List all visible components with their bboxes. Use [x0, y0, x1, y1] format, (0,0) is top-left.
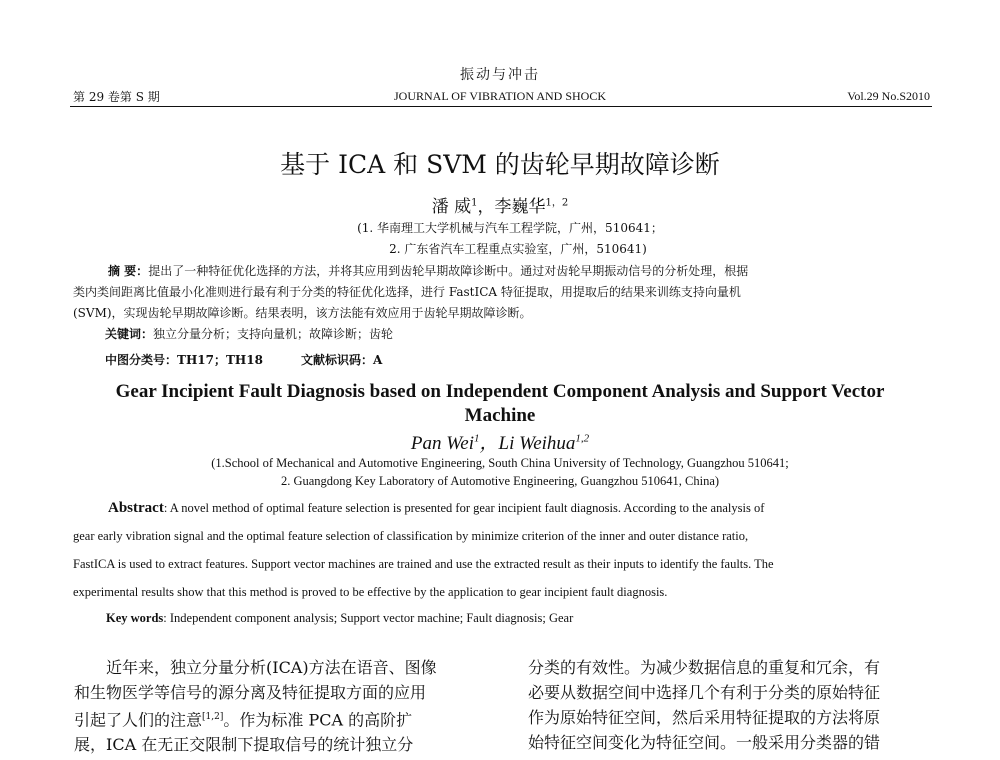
body-text-line: 和生物医学等信号的源分离及特征提取方面的应用	[74, 683, 427, 702]
affiliation-cn-2: 2. 广东省汽车工程重点实验室，广州，510641)	[389, 242, 647, 256]
paper-title-en-line: Gear Incipient Fault Diagnosis based on Independent Component Analysis and Support Vector	[115, 381, 885, 402]
author-separator: ，	[477, 197, 495, 217]
abstract-en-text: gear early vibration signal and the optimal feature selection of classification by minimize criterion of the inner and outer distance ratio,	[73, 529, 749, 543]
keywords-cn	[105, 325, 393, 342]
volume-issue-en: Vol.29 No.S2010	[847, 89, 930, 103]
abstract-cn-text: (SVM)，实现齿轮早期故障诊断。结果表明，该方法能有效应用于齿轮早期故障诊断。	[73, 306, 532, 320]
journal-name-en: JOURNAL OF VIBRATION AND SHOCK	[393, 89, 607, 103]
document-code-label: 文献标识码：	[300, 353, 373, 367]
body-text-line: 必要从数据空间中选择几个有利于分类的原始特征	[528, 683, 881, 702]
body-text-line	[74, 705, 474, 732]
paper-title-en	[0, 380, 1000, 428]
keywords-en-label: Key words	[106, 611, 164, 625]
body-column-right	[528, 655, 928, 755]
keywords-en-text: : Independent component analysis; Support vector machine; Fault diagnosis; Gear	[163, 611, 574, 625]
abstract-en-label: Abstract	[108, 500, 164, 516]
abstract-cn-label: 摘 要：	[108, 264, 149, 278]
keywords-en	[106, 611, 573, 626]
affiliation-en-2: 2. Guangdong Key Laboratory of Automotive Engineering, Guangzhou 510641, China)	[280, 474, 720, 488]
author-name: 潘 威	[431, 197, 472, 217]
body-text: 。作为标准 PCA 的高阶扩	[223, 710, 413, 730]
body-text-line: 分类的有效性。为减少数据信息的重复和冗余，有	[528, 658, 881, 677]
author-name: Pan Wei	[410, 433, 474, 454]
author-affiliation-mark: 1,2	[575, 432, 590, 445]
body-text: 引起了人们的注意	[74, 710, 203, 730]
classification-value: TH17；TH18	[177, 353, 263, 367]
author-name: Li Weihua	[498, 433, 576, 454]
author-name: 李巍华	[494, 197, 546, 217]
body-text-line: 始特征空间变化为特征空间。一般采用分类器的错	[528, 733, 881, 752]
body-text-line: 作为原始特征空间，然后采用特征提取的方法将原	[528, 708, 881, 727]
body-text-line: 展，ICA 在无正交限制下提取信号的统计独立分	[74, 735, 414, 755]
author-separator: ，	[479, 433, 499, 454]
abstract-cn-text: 提出了一种特征优化选择的方法，并将其应用到齿轮早期故障诊断中。通过对齿轮早期振动信号的分析处理，根据	[148, 264, 749, 278]
header-rule	[70, 106, 932, 107]
document-code-value: A	[372, 353, 383, 367]
abstract-cn-text: 类内类间距离比值最小化准则进行最有利于分类的特征优化选择，进行 FastICA 特征提取，用提取后的结果来训练支持向量机	[73, 285, 741, 299]
keywords-cn-label: 关键词：	[105, 327, 154, 341]
abstract-en-text: experimental results show that this method is proved to be effective by the application to gear incipient fault diagnosis.	[73, 585, 668, 599]
body-text-line: 近年来，独立分量分析(ICA)方法在语音、图像	[106, 658, 437, 677]
author-affiliation-mark: 1	[474, 432, 480, 445]
affiliation-cn-1: (1. 华南理工大学机械与汽车工程学院，广州，510641；	[357, 221, 663, 235]
keywords-cn-text: 独立分量分析；支持向量机；故障诊断；齿轮	[153, 327, 394, 341]
journal-name-cn: 振动与冲击	[460, 67, 540, 83]
paper-title-cn: 基于 ICA 和 SVM 的齿轮早期故障诊断	[280, 150, 720, 179]
authors-cn	[0, 192, 1000, 217]
author-affiliation-mark: 1，2	[545, 197, 569, 209]
classification-label: 中图分类号：	[105, 353, 178, 367]
classification-cn	[105, 351, 382, 368]
citation-ref: [1,2]	[202, 712, 224, 722]
volume-issue-cn: 第 29 卷第 S 期	[73, 90, 160, 104]
paper-title-en-line: Machine	[464, 405, 536, 426]
authors-en	[0, 428, 1000, 455]
author-affiliation-mark: 1	[471, 197, 478, 209]
abstract-en	[73, 494, 935, 606]
abstract-en-text: FastICA is used to extract features. Support vector machines are trained and use the extracted result as their inputs to identify the faults. The	[73, 557, 774, 571]
abstract-en-text: : A novel method of optimal feature selection is presented for gear incipient fault diagnosis. According to the analysis of	[163, 501, 765, 515]
affiliation-en-1: (1.School of Mechanical and Automotive Engineering, South China University of Technology, Guangzhou 510641;	[211, 456, 789, 470]
body-column-left	[74, 655, 474, 757]
abstract-cn	[73, 261, 935, 324]
